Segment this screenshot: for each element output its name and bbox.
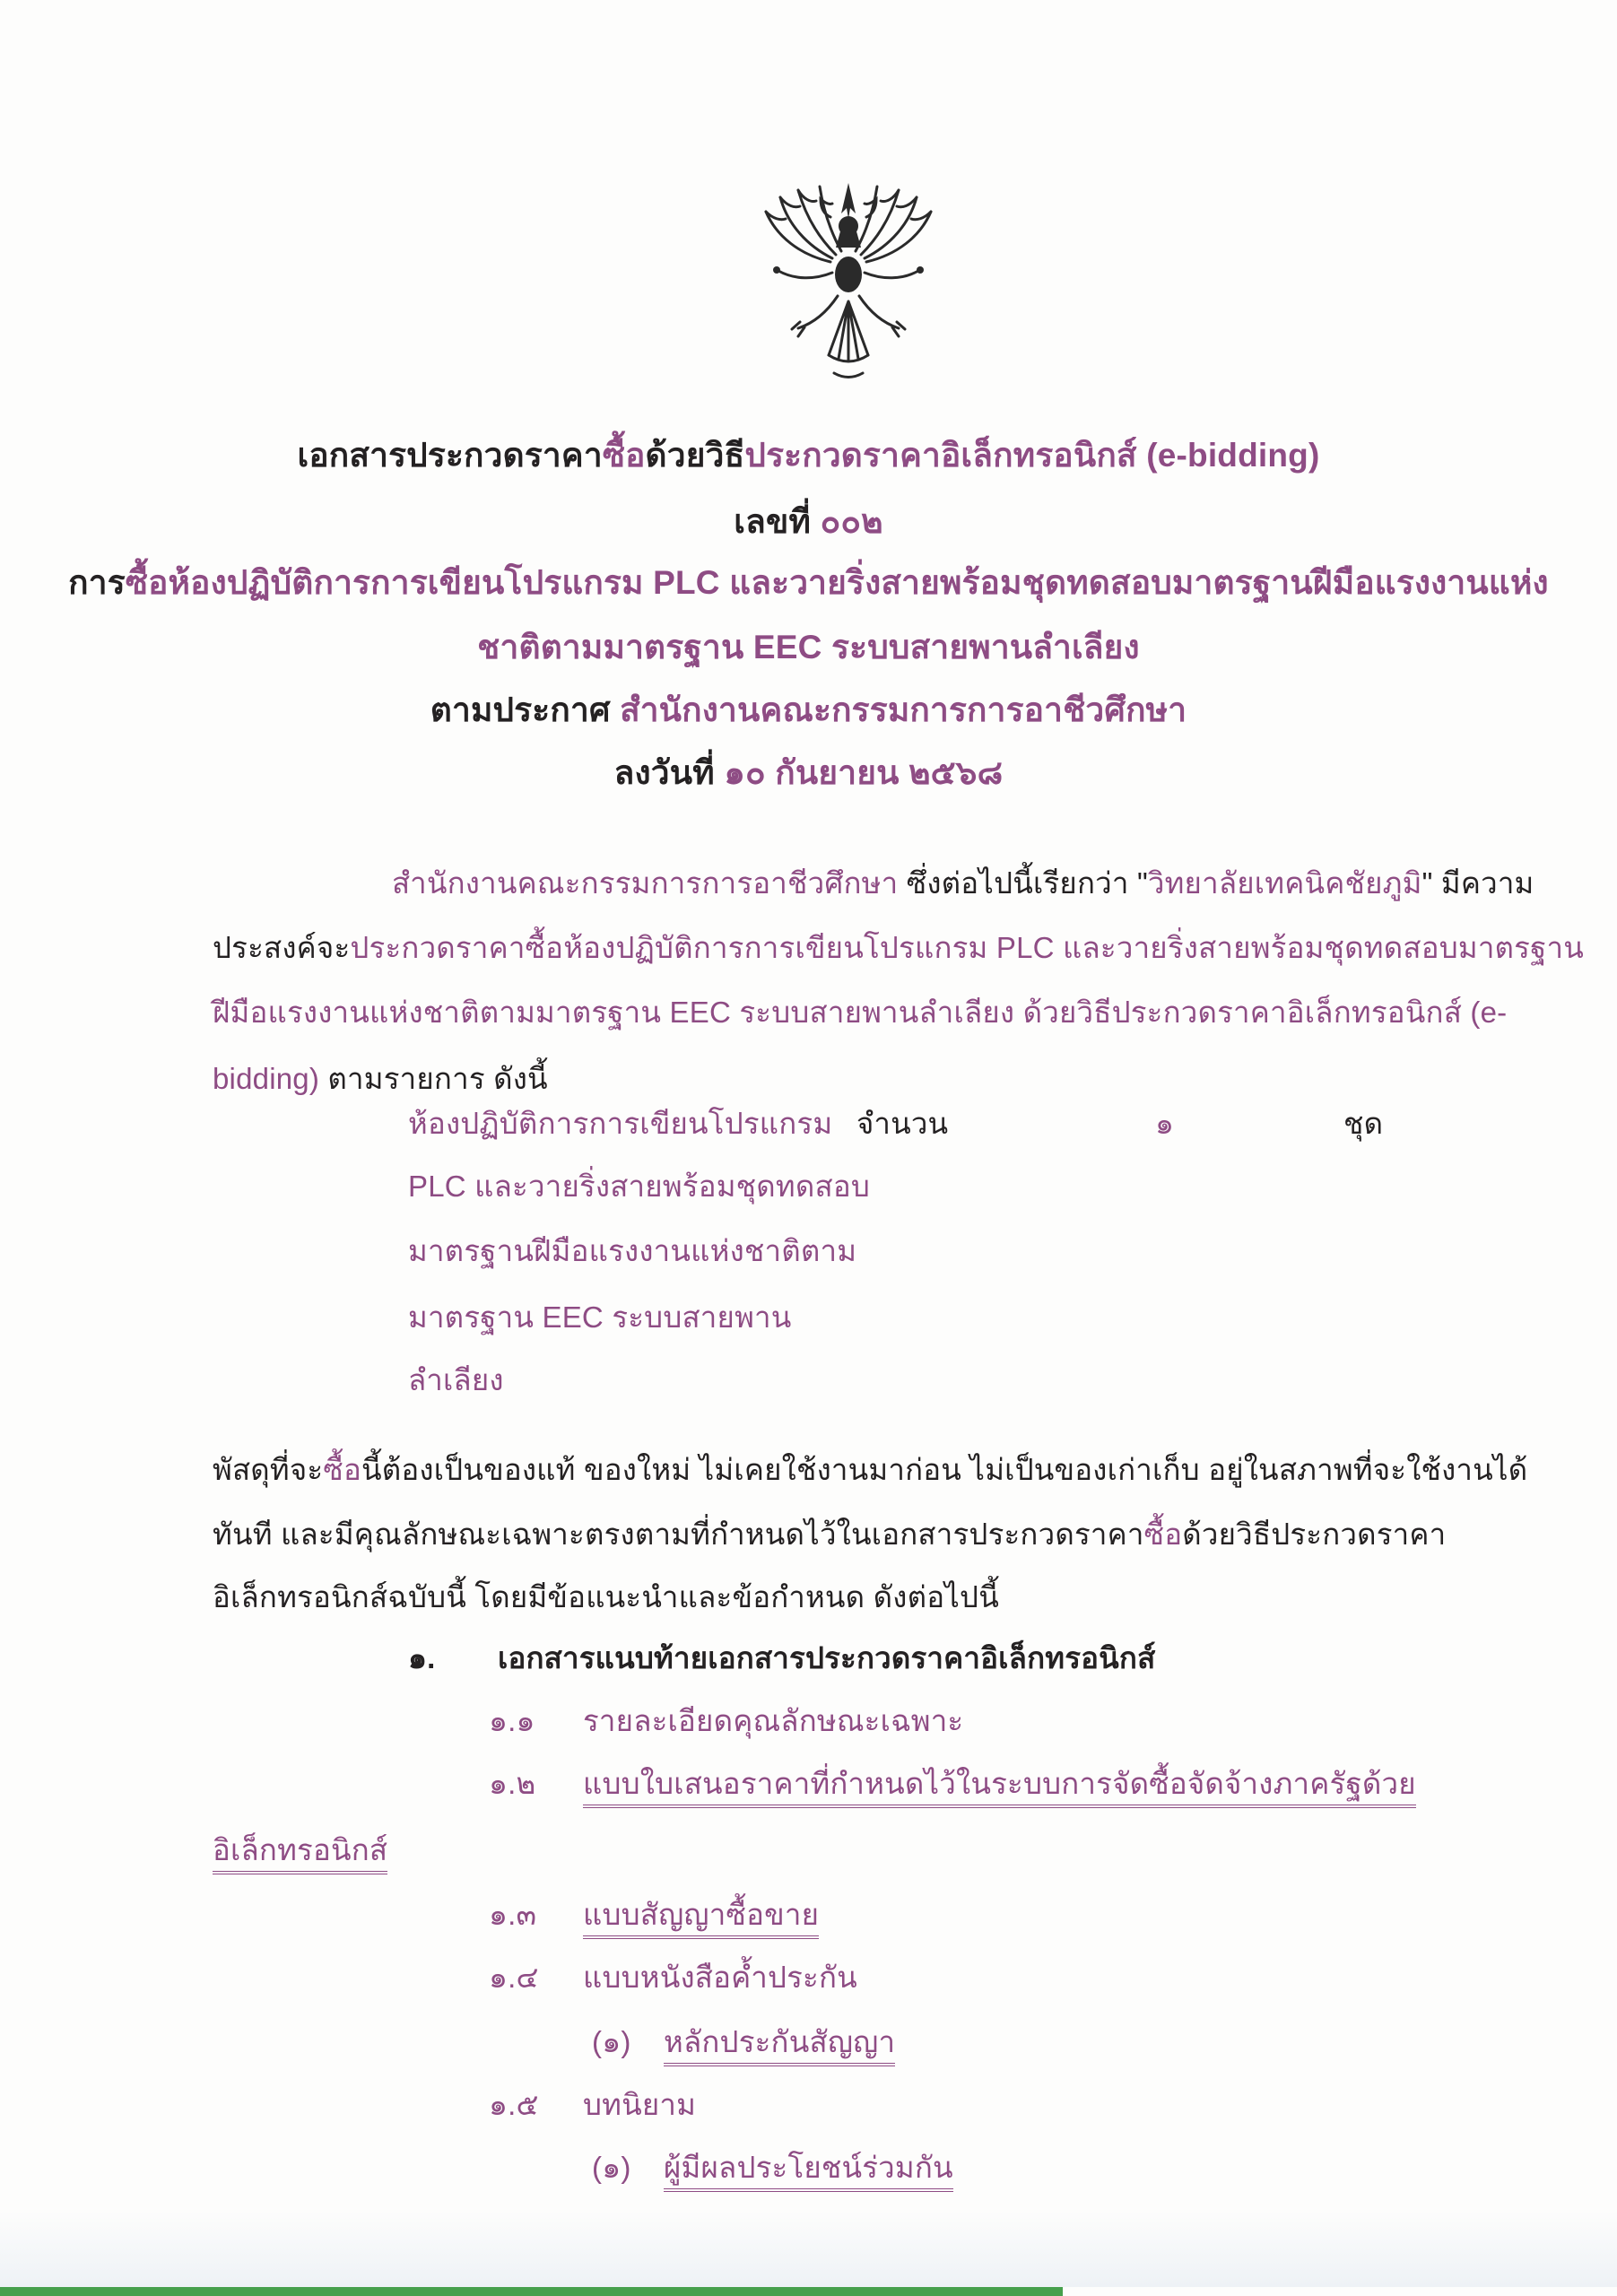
date-line bbox=[0, 746, 1617, 799]
scan-fade-artifact bbox=[0, 2211, 1617, 2287]
item-name-line-2: PLC และวายริ่งสายพร้อมชุดทดสอบ bbox=[408, 1170, 870, 1203]
subitem-label: ผู้มีผลประโยชน์ร่วมกัน bbox=[664, 2151, 953, 2192]
item-name-line-4: มาตรฐาน EEC ระบบสายพาน bbox=[408, 1300, 792, 1334]
text-segment: ซื้อ bbox=[1143, 1518, 1183, 1551]
intro-line-3 bbox=[213, 988, 1507, 1036]
conditions-line-3 bbox=[213, 1573, 999, 1621]
section-number: ๑. bbox=[408, 1641, 436, 1674]
conditions-line-2 bbox=[213, 1510, 1446, 1558]
text-segment: เลขที่ bbox=[734, 503, 821, 540]
text-segment: พัสดุที่จะ bbox=[213, 1453, 324, 1486]
text-segment: สำนักงานคณะกรรมการการอาชีวศึกษา bbox=[620, 691, 1187, 728]
item-label-continuation: อิเล็กทรอนิกส์ bbox=[213, 1833, 387, 1874]
doc-number-value: ๐๐๒ bbox=[820, 503, 883, 540]
text-segment: อิเล็กทรอนิกส์ฉบับนี้ โดยมีข้อแนะนำและข้อกำหนด ดังต่อไปนี้ bbox=[213, 1580, 999, 1613]
list-item-1-1 bbox=[489, 1697, 963, 1744]
item-name-line-3: มาตรฐานฝีมือแรงงานแห่งชาติตาม bbox=[408, 1234, 857, 1267]
item-number: ๑.๓ bbox=[489, 1898, 537, 1931]
text-segment: ประกวดราคาอิเล็กทรอนิกส์ (e-bidding) bbox=[744, 437, 1320, 474]
list-item-1-2 bbox=[489, 1760, 1416, 1807]
text-segment: bidding) bbox=[213, 1062, 320, 1095]
text-segment: ซึ่งต่อไปนี้เรียกว่า " bbox=[898, 866, 1148, 900]
text-segment: ชาติตามมาตรฐาน EEC ระบบสายพานลำเลียง bbox=[477, 629, 1140, 665]
item-label: รายละเอียดคุณลักษณะเฉพาะ bbox=[583, 1704, 964, 1737]
list-item-1-5 bbox=[489, 2081, 696, 2128]
subitem-number: (๑) bbox=[592, 2151, 631, 2184]
list-item-1-4 bbox=[489, 1953, 857, 2001]
item-qty-label: จำนวน bbox=[856, 1107, 949, 1140]
announcement-line bbox=[0, 683, 1617, 736]
item-label: แบบสัญญาซื้อขาย bbox=[583, 1898, 819, 1939]
text-segment: ลงวันที่ bbox=[613, 754, 725, 791]
text-segment: การ bbox=[68, 564, 126, 601]
section-title: เอกสารแนบท้ายเอกสารประกวดราคาอิเล็กทรอนิกส์ bbox=[498, 1641, 1156, 1674]
intro-line-4 bbox=[213, 1055, 548, 1102]
item-name-line-5: ลำเลียง bbox=[408, 1363, 504, 1396]
list-item-1-2-continuation bbox=[213, 1826, 387, 1874]
text-segment: ซื้อ bbox=[323, 1453, 361, 1486]
text-segment: วิทยาลัยเทคนิคชัยภูมิ bbox=[1147, 866, 1422, 900]
document-number bbox=[0, 495, 1617, 548]
text-segment: เอกสารประกวดราคา bbox=[297, 437, 603, 474]
text-segment: สำนักงานคณะกรรมการการอาชีวศึกษา bbox=[392, 866, 899, 900]
text-segment: ตามรายการ ดังนี้ bbox=[319, 1062, 548, 1095]
list-item-1-3 bbox=[489, 1891, 819, 1938]
text-segment: ฝีมือแรงงานแห่งชาติตามมาตรฐาน EEC ระบบสายพานลำเลียง ด้วยวิธีประกวดราคาอิเล็กทรอนิกส์ (e- bbox=[213, 996, 1508, 1029]
text-segment: นี้ต้องเป็นของแท้ ของใหม่ ไม่เคยใช้งานมาก่อน ไม่เป็นของเก่าเก็บ อยู่ในสภาพที่จะใช้งานได้ bbox=[361, 1453, 1528, 1486]
text-segment: " มีความ bbox=[1421, 866, 1534, 900]
date-value: ๑๐ กันยายน ๒๕๖๘ bbox=[724, 754, 1004, 791]
subject-line-2 bbox=[0, 621, 1617, 674]
text-segment: ด้วยวิธีประกวดราคา bbox=[1182, 1518, 1447, 1551]
subitem-number: (๑) bbox=[592, 2025, 631, 2058]
text-segment: ตามประกาศ bbox=[430, 691, 621, 728]
section-1-heading bbox=[408, 1634, 1155, 1682]
text-segment: ประกวดราคาซื้อห้องปฏิบัติการการเขียนโปรแกรม PLC และวายริ่งสายพร้อมชุดทดสอบมาตรฐาน bbox=[350, 931, 1584, 964]
item-qty-value: ๑ bbox=[1155, 1107, 1175, 1140]
subitem-label: หลักประกันสัญญา bbox=[664, 2025, 895, 2066]
item-label: แบบใบเสนอราคาที่กำหนดไว้ในระบบการจัดซื้อจัดจ้างภาครัฐด้วย bbox=[583, 1767, 1416, 1808]
item-qty-unit: ชุด bbox=[1343, 1107, 1384, 1140]
item-number: ๑.๔ bbox=[489, 1961, 539, 1994]
text-segment: ทันที และมีคุณลักษณะเฉพาะตรงตามที่กำหนดไว้ในเอกสารประกวดราคา bbox=[213, 1518, 1144, 1551]
intro-line-2 bbox=[213, 924, 1584, 971]
text-segment: ประสงค์จะ bbox=[213, 931, 351, 964]
text-segment: ซื้อ bbox=[602, 437, 646, 474]
list-subitem-1-4-1 bbox=[592, 2018, 895, 2066]
document-title bbox=[0, 429, 1617, 482]
item-number: ๑.๒ bbox=[489, 1767, 536, 1800]
text-segment: ซื้อห้องปฏิบัติการการเขียนโปรแกรม PLC และวายริ่งสายพร้อมชุดทดสอบมาตรฐานฝีมือแรงงานแห่ง bbox=[125, 564, 1549, 601]
item-name-line-1: ห้องปฏิบัติการการเขียนโปรแกรม bbox=[408, 1107, 833, 1140]
intro-line-1 bbox=[392, 859, 1534, 907]
item-label: แบบหนังสือค้ำประกัน bbox=[583, 1961, 857, 1994]
garuda-emblem bbox=[741, 179, 956, 422]
item-label: บทนิยาม bbox=[583, 2088, 697, 2121]
list-subitem-1-5-1 bbox=[592, 2144, 953, 2191]
item-number: ๑.๕ bbox=[489, 2088, 539, 2121]
text-segment: ด้วยวิธี bbox=[645, 437, 745, 474]
subject-line-1 bbox=[0, 556, 1617, 609]
scan-green-strip-artifact bbox=[0, 2287, 1063, 2296]
item-number: ๑.๑ bbox=[489, 1704, 535, 1737]
conditions-line-1 bbox=[213, 1446, 1527, 1493]
